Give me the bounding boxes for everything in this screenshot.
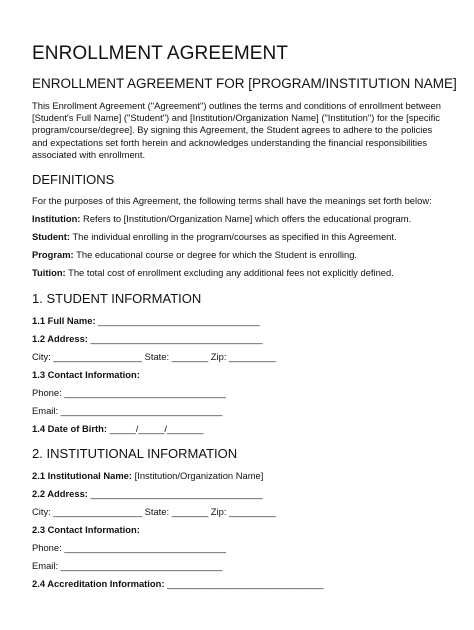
definition-term: Student:	[32, 231, 71, 242]
institution-email-row[interactable]: Email: _______________________________	[32, 560, 223, 571]
full-name-label: 1.1 Full Name:	[32, 315, 96, 326]
institution-city-state-zip-row[interactable]: City: _________________ State: _______ Zip: _________	[32, 506, 276, 517]
institution-info-heading: 2. INSTITUTIONAL INFORMATION	[32, 446, 238, 461]
institution-address-field[interactable]: _________________________________	[87, 488, 263, 499]
student-email-row[interactable]: Email: _______________________________	[32, 405, 223, 416]
institution-name-value: [Institution/Organization Name]	[132, 470, 264, 481]
institution-accreditation-row	[32, 578, 324, 589]
student-dob-row	[32, 423, 203, 434]
document-title: ENROLLMENT AGREEMENT	[32, 43, 289, 64]
definition-text: Refers to [Institution/Organization Name] which offers the educational program.	[80, 213, 412, 224]
definition-text: The total cost of enrollment excluding any additional fees not explicitly defined.	[65, 267, 394, 278]
definition-text: The individual enrolling in the program/courses as specified in this Agreement.	[70, 231, 397, 242]
student-city-state-zip-row[interactable]: City: _________________ State: _______ Zip: _________	[32, 351, 276, 362]
student-info-heading: 1. STUDENT INFORMATION	[32, 291, 202, 306]
institution-address-row	[32, 488, 263, 499]
institution-contact-label: 2.3 Contact Information:	[32, 524, 140, 535]
definition-term: Institution:	[32, 213, 81, 224]
full-name-field[interactable]: _______________________________	[95, 315, 260, 326]
definition-item-program	[32, 249, 357, 260]
definition-item-student	[32, 231, 397, 242]
institution-name-label: 2.1 Institutional Name:	[32, 470, 133, 481]
definition-item-tuition	[32, 267, 394, 278]
student-address-row	[32, 333, 263, 344]
intro-paragraph: This Enrollment Agreement ("Agreement") outlines the terms and conditions of enrollment between [Student's Full Name] ("Student") and [Institution/Organization Name] ("Institution") for the [specific program/course/degree]. By signing this Agreement, the Student agrees to adhere to the policies and expectations set forth herein and acknowledges understanding the financial responsibilities associated with enrollment.	[32, 100, 441, 160]
definitions-lead: For the purposes of this Agreement, the following terms shall have the meanings set forth below:	[32, 195, 432, 206]
address-label: 1.2 Address:	[32, 333, 88, 344]
definition-term: Program:	[32, 249, 74, 260]
student-contact-label: 1.3 Contact Information:	[32, 369, 140, 380]
institution-address-label: 2.2 Address:	[32, 488, 88, 499]
accreditation-field[interactable]: ______________________________	[164, 578, 324, 589]
institution-phone-row[interactable]: Phone: _______________________________	[32, 542, 226, 553]
document-subtitle: ENROLLMENT AGREEMENT FOR [PROGRAM/INSTITUTION NAME]	[32, 76, 457, 91]
definition-item-institution	[32, 213, 411, 224]
address-field[interactable]: _________________________________	[87, 333, 263, 344]
accreditation-label: 2.4 Accreditation Information:	[32, 578, 165, 589]
student-full-name-row	[32, 315, 260, 326]
definition-term: Tuition:	[32, 267, 66, 278]
dob-label: 1.4 Date of Birth:	[32, 423, 108, 434]
student-phone-row[interactable]: Phone: _______________________________	[32, 387, 226, 398]
definition-text: The educational course or degree for which the Student is enrolling.	[73, 249, 358, 260]
definitions-heading: DEFINITIONS	[32, 172, 115, 187]
institution-name-row	[32, 470, 263, 481]
dob-field[interactable]: _____/_____/_______	[107, 423, 204, 434]
